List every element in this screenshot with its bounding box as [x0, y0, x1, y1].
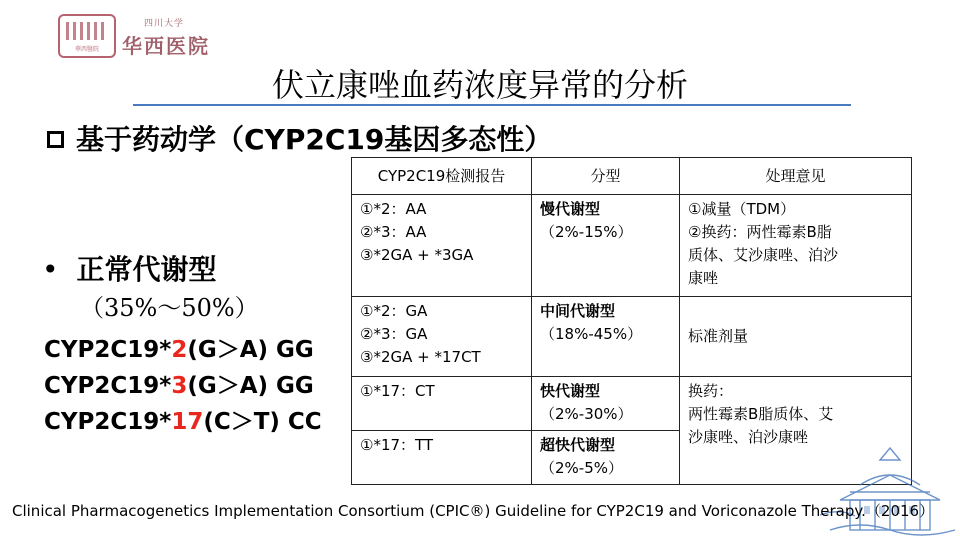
bullet-item [42, 248, 217, 288]
advice-line: 标准剂量 [688, 327, 749, 345]
type-cell [532, 431, 680, 485]
bullet-dot-icon: • [42, 253, 59, 286]
advice-line: 质体、艾沙康唑、泊沙 [688, 246, 839, 264]
report-cell [352, 195, 532, 297]
logo-emblem-icon [58, 14, 116, 58]
logo-main-text: 华西医院 [122, 34, 210, 58]
metabolizer-range: （2%-15%） [540, 223, 633, 241]
metabolizer-range: （18%-45%） [540, 325, 643, 343]
section-heading [47, 118, 552, 158]
bullet-label: 正常代谢型 [76, 253, 217, 286]
advice-line: 沙康唑、泊沙康唑 [688, 428, 809, 446]
advice-cell [680, 195, 912, 297]
genotype-suffix: (G＞A) GG [187, 373, 314, 399]
slide-title: 伏立康唑血药浓度异常的分析 [271, 66, 688, 104]
genotype-line [44, 403, 322, 436]
table-row [352, 195, 912, 297]
hospital-logo [58, 14, 218, 58]
metabolizer-type: 慢代谢型 [540, 200, 601, 218]
table-row [352, 377, 912, 431]
genotype-prefix: CYP2C19* [44, 373, 172, 399]
title-underline [133, 104, 851, 106]
column-header: 分型 [532, 158, 680, 195]
advice-cell [680, 297, 912, 377]
section-heading-text: 基于药动学（CYP2C19基因多态性） [76, 123, 553, 156]
column-header: 处理意见 [680, 158, 912, 195]
genotype-allele: 3 [171, 373, 188, 399]
metabolizer-range: （2%-30%） [540, 405, 633, 423]
metabolizer-range: （2%-5%） [540, 459, 624, 477]
genotype-prefix: CYP2C19* [44, 409, 172, 435]
report-line: ①*17：TT [360, 436, 434, 454]
genotype-allele: 2 [171, 337, 188, 363]
genotype-suffix: (G＞A) GG [187, 337, 314, 363]
genotype-prefix: CYP2C19* [44, 337, 172, 363]
type-cell [532, 377, 680, 431]
building-illustration-icon [820, 430, 960, 540]
advice-line: ①减量（TDM） [688, 200, 796, 218]
metabolizer-type: 快代谢型 [540, 382, 601, 400]
square-bullet-icon [47, 131, 64, 148]
genotype-line [44, 331, 314, 364]
report-line: ①*2：AA [360, 200, 427, 218]
table-header-row [352, 158, 912, 195]
report-line: ②*3：AA [360, 223, 427, 241]
logo-sub-text: 四川大学 [144, 19, 185, 29]
report-line: ③*2GA + *3GA [360, 246, 474, 264]
genotype-suffix: (C＞T) CC [203, 409, 322, 435]
advice-line: 康唑 [688, 269, 719, 287]
genotype-allele: 17 [171, 409, 204, 435]
logo-emblem-text: 華西醫院 [74, 46, 99, 53]
advice-line: ②换药：两性霉素B脂 [688, 223, 832, 241]
column-header: CYP2C19检测报告 [352, 158, 532, 195]
report-line: ①*2：GA [360, 302, 428, 320]
type-cell [532, 297, 680, 377]
type-cell [532, 195, 680, 297]
metabolizer-type: 超快代谢型 [540, 436, 616, 454]
report-cell [352, 377, 532, 431]
metabolizer-type: 中间代谢型 [540, 302, 616, 320]
genotype-line [44, 367, 314, 400]
report-line: ①*17：CT [360, 382, 435, 400]
report-line: ②*3：GA [360, 325, 428, 343]
citation-footer: Clinical Pharmacogenetics Implementation Consortium (CPIC®) Guideline for CYP2C19 and Voriconazole Therapy.（2016） [12, 502, 935, 520]
report-cell [352, 297, 532, 377]
bullet-percent: （35%～50%） [80, 294, 259, 322]
advice-line: 两性霉素B脂质体、艾 [688, 405, 834, 423]
report-line: ③*2GA + *17CT [360, 348, 481, 366]
report-cell [352, 431, 532, 485]
advice-line: 换药： [688, 382, 734, 400]
table-row [352, 297, 912, 377]
